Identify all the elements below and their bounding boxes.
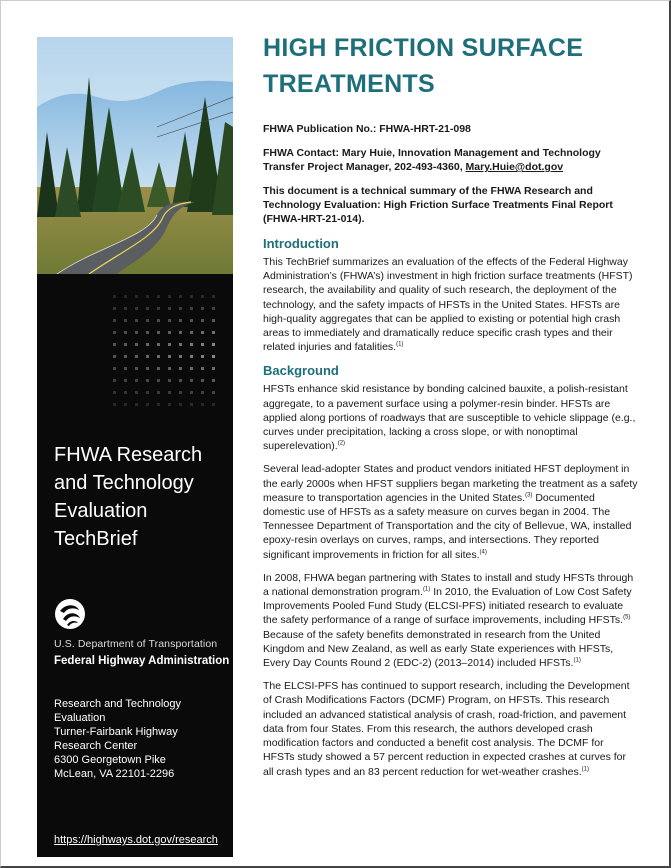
pattern-dot	[190, 355, 193, 358]
pattern-dot	[212, 379, 215, 382]
publication-number: FHWA Publication No.: FHWA-HRT-21-098	[263, 123, 471, 135]
pattern-dot	[201, 307, 204, 310]
pattern-dot	[124, 319, 127, 322]
pattern-dot	[201, 355, 204, 358]
pattern-dot	[157, 295, 160, 298]
pattern-dot	[190, 295, 193, 298]
address-line: Research Center	[54, 740, 138, 752]
sidebar-title-line: TechBrief	[54, 528, 138, 550]
pattern-dot	[168, 391, 171, 394]
main-content	[263, 30, 638, 788]
pattern-dot	[179, 367, 182, 370]
pattern-dot	[212, 331, 215, 334]
pattern-dot	[124, 355, 127, 358]
pattern-dot	[146, 307, 149, 310]
citation-ref: (1)	[581, 766, 590, 772]
pattern-dot	[190, 319, 193, 322]
pattern-dot	[124, 307, 127, 310]
pattern-dot	[113, 403, 116, 406]
pattern-dot	[135, 391, 138, 394]
pattern-dot	[157, 331, 160, 334]
pattern-dot	[157, 379, 160, 382]
pattern-dot	[168, 319, 171, 322]
address-line: Turner-Fairbank Highway	[54, 726, 178, 738]
pattern-dot	[113, 343, 116, 346]
pattern-dot	[201, 319, 204, 322]
pattern-dot	[113, 307, 116, 310]
agency-name: Federal Highway Administration	[54, 655, 230, 667]
citation-ref: (1)	[396, 341, 404, 348]
title-line: TREATMENTS	[263, 70, 435, 98]
sidebar-title	[54, 441, 229, 553]
pattern-dot	[157, 355, 160, 358]
pattern-dot	[135, 403, 138, 406]
pattern-dot	[168, 343, 171, 346]
pattern-dot	[135, 331, 138, 334]
pattern-dot	[201, 295, 204, 298]
highway-photo	[37, 37, 233, 274]
pattern-dot	[135, 307, 138, 310]
pattern-dot	[146, 403, 149, 406]
pattern-dot	[190, 391, 193, 394]
pattern-dot	[146, 343, 149, 346]
introduction-heading: Introduction	[263, 236, 339, 251]
citation-ref: (4)	[479, 549, 487, 556]
sidebar-title-line: and Technology	[54, 472, 194, 494]
sidebar-title-line: FHWA Research	[54, 444, 203, 466]
background-paragraph-1	[263, 382, 638, 453]
pattern-dot	[146, 355, 149, 358]
usdot-logo-icon	[54, 598, 86, 630]
pattern-dot	[168, 367, 171, 370]
pattern-dot	[212, 403, 215, 406]
pattern-dot	[168, 403, 171, 406]
introduction-paragraph	[263, 255, 638, 354]
pattern-dot	[157, 391, 160, 394]
pattern-dot	[179, 379, 182, 382]
pattern-dot	[146, 391, 149, 394]
pattern-dot	[157, 343, 160, 346]
pattern-dot	[124, 391, 127, 394]
citation-ref: (5)	[623, 614, 631, 621]
pattern-dot	[179, 295, 182, 298]
pattern-dot	[135, 343, 138, 346]
pattern-dot	[201, 343, 204, 346]
sidebar	[37, 37, 233, 857]
pattern-dot	[146, 319, 149, 322]
pattern-dot	[157, 367, 160, 370]
pattern-dot	[168, 379, 171, 382]
pattern-dot	[113, 367, 116, 370]
address-line: Evaluation	[54, 712, 106, 724]
pattern-dot	[201, 367, 204, 370]
pattern-dot	[157, 319, 160, 322]
pattern-dot	[113, 295, 116, 298]
title-line: HIGH FRICTION SURFACE	[263, 34, 584, 62]
pattern-dot	[146, 379, 149, 382]
pattern-dot	[113, 379, 116, 382]
pattern-dot	[212, 343, 215, 346]
pattern-dot	[212, 367, 215, 370]
sidebar-title-line: Evaluation	[54, 500, 148, 522]
department-name: U.S. Department of Transportation	[54, 638, 218, 650]
pattern-dot	[190, 307, 193, 310]
address-block	[54, 697, 229, 781]
paragraph-text: Documented domestic use of HFSTs as a safety measure on curves began in 2004. The Tennessee Department of Transportation and the city of Bellevue, WA, installed epoxy-resin overlays on curves, ramps, and intersections. They reported significant improvements in friction for all sites.	[263, 491, 632, 561]
address-line: Research and Technology	[54, 698, 181, 710]
background-paragraph-4	[263, 679, 638, 778]
research-website-link[interactable]: https://highways.dot.gov/research	[54, 834, 218, 846]
pattern-dot	[201, 403, 204, 406]
citation-ref: (1)	[422, 586, 431, 593]
pattern-dot	[201, 379, 204, 382]
background-paragraph-2	[263, 462, 638, 561]
pattern-dot	[124, 331, 127, 334]
paragraph-text: HFSTs enhance skid resistance by bonding calcined bauxite, a polish-resistant aggregate, to a pavement surface using a polymer-resin binder. HFSTs are applied along portions of roadways that are susceptible to vehicle slippage (e.g., curves under precipitation, lacking a cross slope, or with nonoptimal superelevation).	[263, 383, 636, 453]
summary-note: This document is a technical summary of the FHWA Research and Technology Evaluation: High Friction Surface Treatments Final Report (FHWA-HRT-21-014).	[263, 185, 613, 225]
pattern-dot	[179, 355, 182, 358]
fhwa-contact	[263, 146, 638, 174]
address-line: McLean, VA 22101-2296	[54, 768, 175, 780]
pattern-dot	[113, 331, 116, 334]
background-paragraph-3	[263, 571, 638, 670]
pattern-dot	[212, 307, 215, 310]
paragraph-text: Because of the safety benefits demonstrated in research from the United Kingdom and New Zealand, as well as early State experiences with HFSTs, Every Day Counts Round 2 (EDC-2) (2013–2014) included HFSTs.	[263, 628, 614, 670]
address-line: 6300 Georgetown Pike	[54, 754, 166, 766]
pattern-dot	[135, 379, 138, 382]
pattern-dot	[124, 367, 127, 370]
citation-ref: (3)	[525, 492, 533, 499]
pattern-dot	[201, 331, 204, 334]
pattern-dot	[135, 295, 138, 298]
pattern-dot	[212, 391, 215, 394]
pattern-dot	[168, 331, 171, 334]
pattern-dot	[179, 319, 182, 322]
paragraph-text: In 2008, FHWA began partnering with States to install and study HFSTs through a national demonstration program.	[263, 571, 634, 599]
paragraph-text: Several lead-adopter States and product vendors initiated HFST deployment in the early 2000s when HFST suppliers began marketing the treatment as a safety measure to transportation agencies in the United States.	[263, 463, 638, 504]
pattern-dot	[157, 403, 160, 406]
document-title	[263, 30, 638, 102]
pattern-dot	[124, 343, 127, 346]
pattern-dot	[113, 355, 116, 358]
pattern-dot	[179, 403, 182, 406]
pattern-dot	[190, 379, 193, 382]
pattern-dot	[190, 331, 193, 334]
pattern-dot	[190, 343, 193, 346]
pattern-dot	[212, 295, 215, 298]
pattern-dot	[124, 295, 127, 298]
pattern-dot	[201, 391, 204, 394]
pattern-dot	[113, 319, 116, 322]
background-heading: Background	[263, 363, 339, 379]
pattern-dot	[190, 403, 193, 406]
paragraph-text: This TechBrief summarizes an evaluation of the effects of the Federal Highway Administration’s (FHWA’s) investment in high friction surface treatments (HFST) research, the availability and quality of such research, the deployment of the technology, and the safety impacts of HFSTs in the United States. HFSTs are high-quality aggregates that can be applied to existing or potential high crash areas to immediately and dramatically reduce specific crash types and their related injuries and fatalities.	[263, 256, 633, 354]
pattern-dot	[124, 403, 127, 406]
citation-ref: (1)	[573, 657, 581, 664]
citation-ref: (2)	[337, 440, 346, 447]
pattern-dot	[146, 331, 149, 334]
paragraph-text: The ELCSI-PFS has continued to support research, including the Development of Crash Modifications Factors (DCMF) Program, on HFSTs. This research included an advanced statistical analysis of crash, road-friction, and pavement data from four States. From this research, the authors developed crash modification factors and conducted a benefit cost analysis. The DCMF for HFSTs study showed a 57 percent reduction in expected crashes at curves for all crash types and an 83 percent reduction for wet-weather crashes.	[263, 680, 630, 778]
contact-text: FHWA Contact: Mary Huie, Innovation Management and Technology Transfer Project Manager, 202-493-4360,	[263, 147, 601, 173]
pattern-dot	[113, 391, 116, 394]
pattern-dot	[146, 295, 149, 298]
dot-grid-pattern	[113, 295, 223, 415]
pattern-dot	[212, 319, 215, 322]
pattern-dot	[179, 307, 182, 310]
pattern-dot	[179, 331, 182, 334]
pattern-dot	[179, 343, 182, 346]
pattern-dot	[190, 367, 193, 370]
pattern-dot	[179, 391, 182, 394]
pattern-dot	[135, 319, 138, 322]
pattern-dot	[157, 307, 160, 310]
pattern-dot	[212, 355, 215, 358]
pattern-dot	[168, 307, 171, 310]
pattern-dot	[146, 367, 149, 370]
pattern-dot	[168, 295, 171, 298]
pattern-dot	[124, 379, 127, 382]
pattern-dot	[135, 355, 138, 358]
pattern-dot	[135, 367, 138, 370]
paragraph-text: In 2010, the Evaluation of Low Cost Safety Improvements Pooled Fund Study (ELCSI-PFS) initiated research to evaluate the safety performance of a range of surface improvements, including HFSTs.	[263, 586, 632, 627]
contact-email-link[interactable]: Mary.Huie@dot.gov	[465, 161, 564, 173]
pattern-dot	[168, 355, 171, 358]
